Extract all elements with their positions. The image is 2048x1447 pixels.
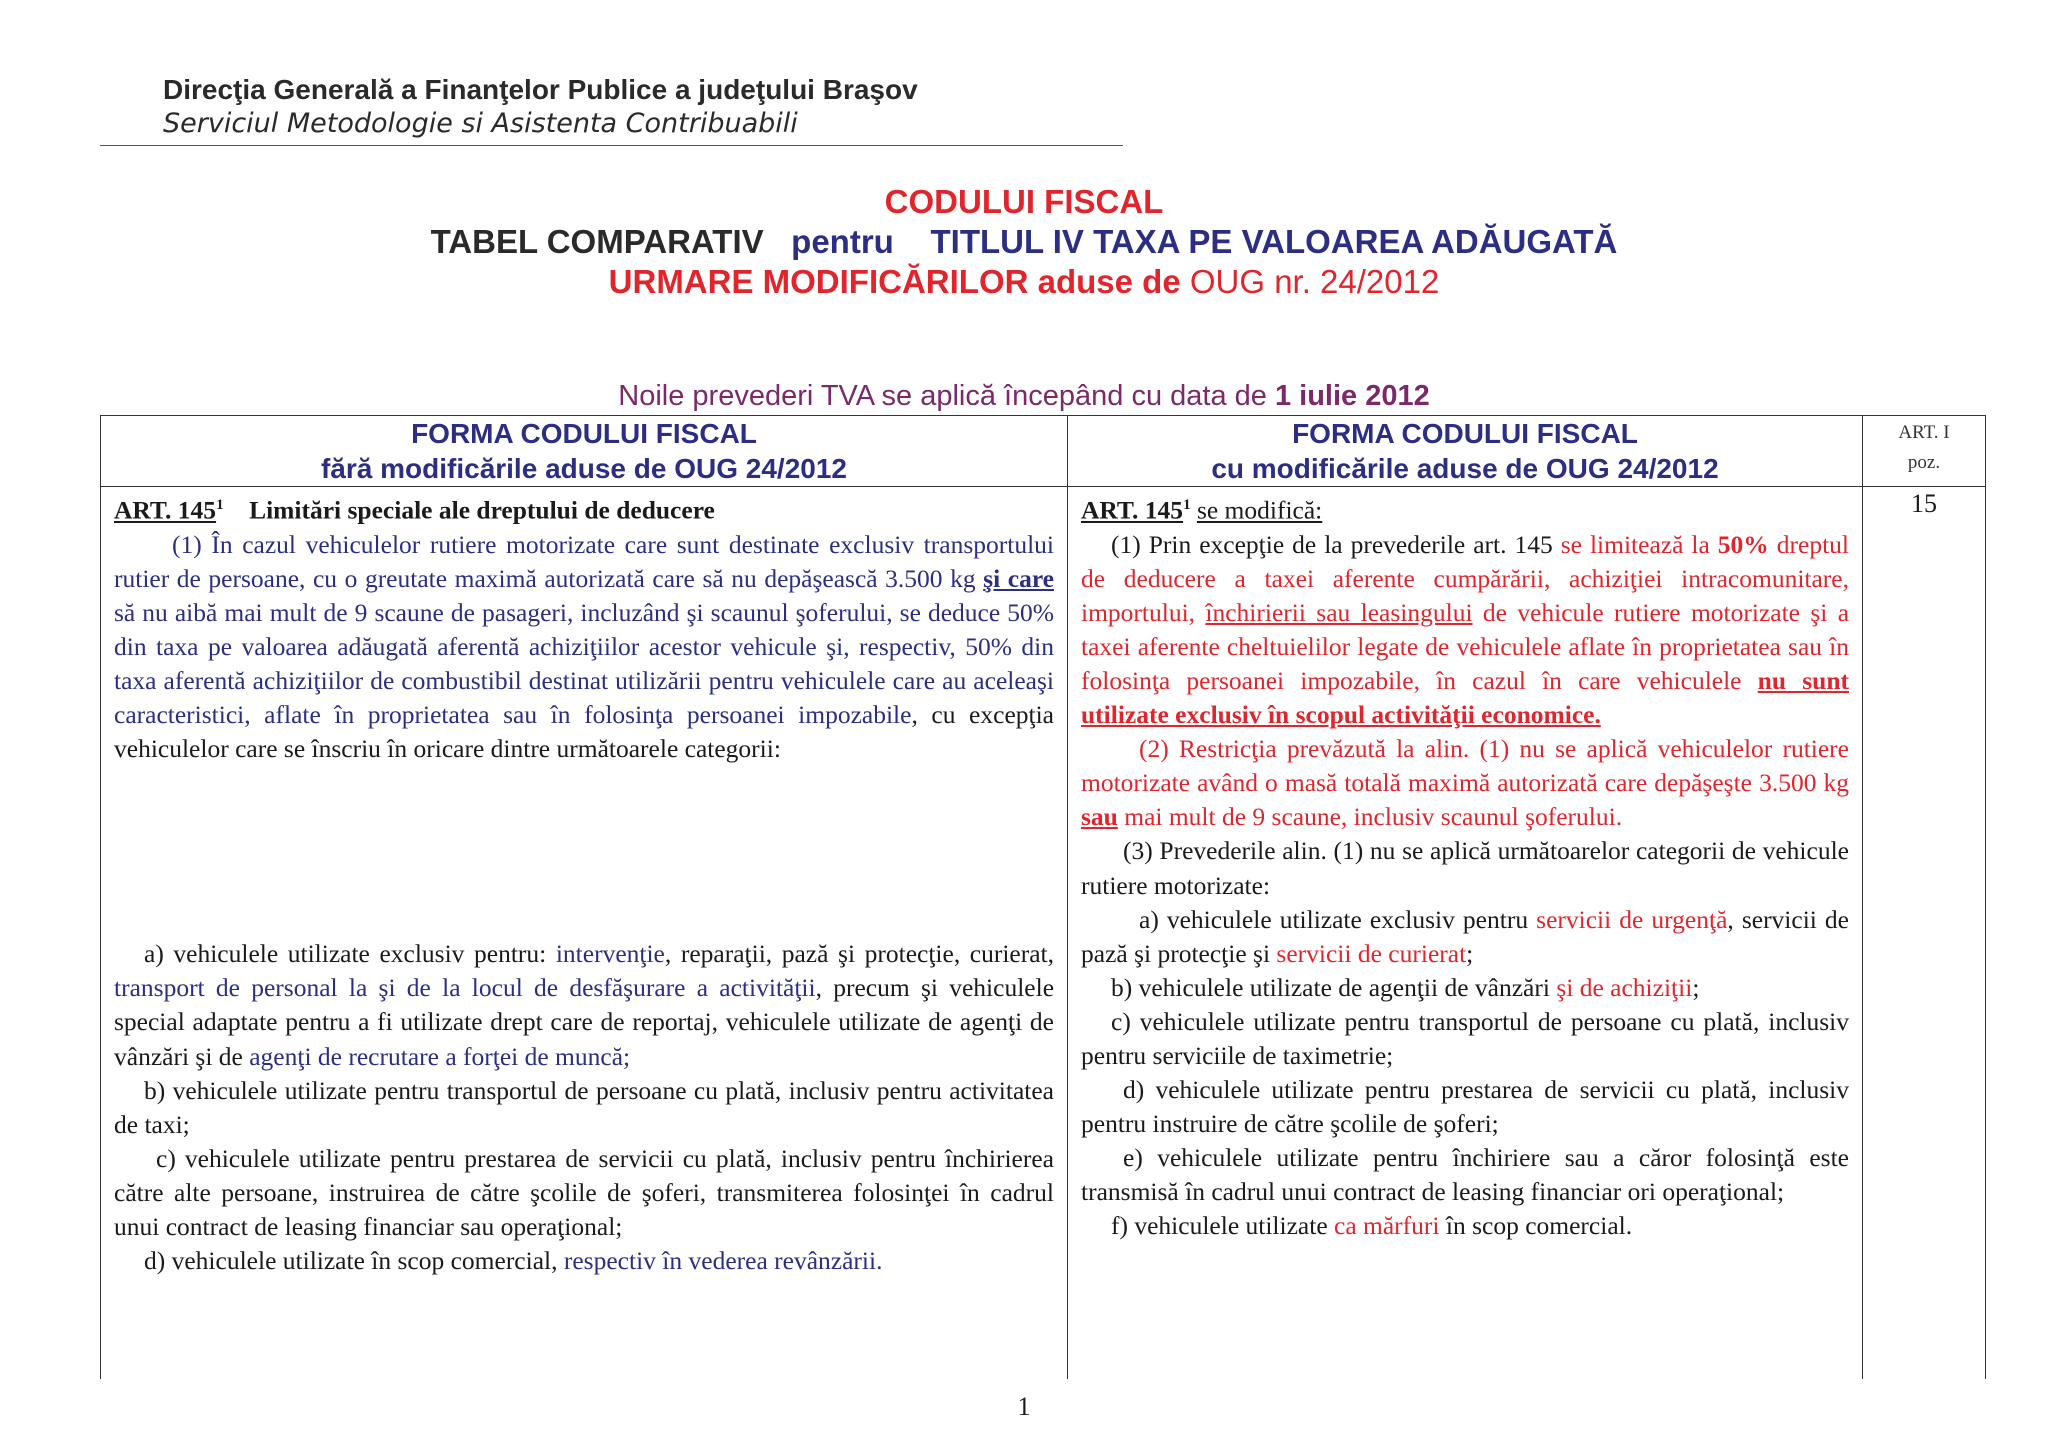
old-a-1: a) vehiculele utilizate exclusiv pentru: xyxy=(144,939,547,969)
col-new-header-line2: cu modificările aduse de OUG 24/2012 xyxy=(1211,453,1719,484)
effective-date-note xyxy=(0,380,2048,413)
old-p1-d: , cu excepţia vehiculelor care se înscriu în oricare dintre următoarele categorii: xyxy=(114,700,1054,764)
title-ordinance: OUG nr. 24/2012 xyxy=(1189,263,1440,300)
table-header-row xyxy=(101,416,1986,487)
col-old-header-line2: fără modificările aduse de OUG 24/2012 xyxy=(320,453,847,484)
old-spacer xyxy=(114,766,1054,937)
department-name: Serviciul Metodologie si Asistenta Contribuabili xyxy=(163,108,798,139)
old-art-title-text: Limitări speciale ale dreptului de deducere xyxy=(249,495,715,525)
old-item-d xyxy=(114,1244,1054,1278)
old-article-title xyxy=(114,488,1054,528)
old-p1-c: să nu aibă mai mult de 9 scaune de pasageri, incluzând şi scaunul şoferului, se deduce 50% din taxa pe valoarea adăugată aferentă achiziţiilor acestor vehicule şi, respectiv, 50% din taxa aferentă achiziţiilor de combustibil destinat utilizării pentru vehiculele care au aceleaşi caracteristici, aflate în proprietatea sau în folosinţa persoanei impozabile xyxy=(114,597,1054,730)
new-f-3: în scop comercial. xyxy=(1445,1211,1633,1241)
new-p2-a: (2) Restricţia prevăzută la alin. (1) nu se aplică vehiculelor rutiere motorizate având o masă totală maximă autorizată care depăşeşte 3.500 kg xyxy=(1081,734,1849,798)
col-art-header-line1: ART. I xyxy=(1898,422,1950,443)
old-para-1 xyxy=(114,528,1054,767)
col-new-header-line1: FORMA CODULUI FISCAL xyxy=(1292,418,1638,449)
new-art-sup: 1 xyxy=(1183,497,1191,513)
col-old-header xyxy=(101,416,1068,487)
col-new-header xyxy=(1068,416,1863,487)
old-item-b: b) vehiculele utilizate pentru transportul de persoane cu plată, inclusiv pentru activitatea de taxi; xyxy=(114,1075,1054,1139)
old-a-3: , reparaţii, pază şi protecţie, curierat, xyxy=(664,939,1055,969)
new-b-1: b) vehiculele utilizate de agenţii de vânzări xyxy=(1111,972,1550,1002)
new-item-d: d) vehiculele utilizate pentru prestarea de servicii cu plată, inclusiv pentru instruire de către şcolile de şoferi; xyxy=(1081,1075,1849,1139)
old-a-6: agenţi de recrutare a forţei de muncă xyxy=(249,1041,624,1071)
title-for: pentru xyxy=(791,223,894,260)
new-item-f xyxy=(1081,1209,1849,1243)
new-article-title xyxy=(1081,488,1849,528)
new-b-2: şi de achiziţii xyxy=(1556,972,1693,1002)
old-item-c: c) vehiculele utilizate pentru prestarea de servicii cu plată, inclusiv pentru închirierea către alte persoane, instruirea de către şcolile de şoferi, transmiterea folosinţei în cadrul unui contract de leasing financiar sau operaţional; xyxy=(114,1143,1054,1241)
new-p1-e: închirierii sau leasingului xyxy=(1205,597,1473,627)
col-old-header-line1: FORMA CODULUI FISCAL xyxy=(411,418,757,449)
old-art-sup: 1 xyxy=(216,497,224,513)
title-vat: TITLUL IV TAXA PE VALOAREA ADĂUGATĂ xyxy=(930,223,1618,260)
old-art-number: ART. 145 xyxy=(114,495,217,525)
old-a-4: transport de personal la şi de la locul de desfăşurare a activităţii xyxy=(114,973,816,1003)
new-item-b xyxy=(1081,971,1849,1005)
new-p2-c: mai mult de 9 scaune, inclusiv scaunul şoferului. xyxy=(1124,802,1623,832)
new-p1-c: 50% xyxy=(1717,529,1769,559)
title-amendments: URMARE MODIFICĂRILOR aduse de xyxy=(608,263,1181,300)
comparison-table xyxy=(100,415,1986,1379)
note-date: 1 iulie 2012 xyxy=(1274,380,1430,412)
table-row xyxy=(101,487,1986,1380)
old-a-7: ; xyxy=(623,1041,631,1071)
institution-name: Direcţia Generală a Finanţelor Publice a judeţului Braşov xyxy=(163,74,918,105)
new-b-3: ; xyxy=(1692,972,1700,1002)
new-item-a xyxy=(1081,903,1849,971)
page-number: 1 xyxy=(1017,1392,1031,1421)
new-f-2: ca mărfuri xyxy=(1334,1211,1440,1241)
new-para-3: (3) Prevederile alin. (1) nu se aplică următoarelor categorii de vehicule rutiere motorizate: xyxy=(1081,836,1849,900)
new-text-cell xyxy=(1068,487,1863,1380)
title-line-2 xyxy=(0,223,2048,261)
new-art-title-text: se modifică: xyxy=(1196,495,1323,525)
col-art-header-line2: poz. xyxy=(1907,452,1941,473)
note-text: Noile prevederi TVA se aplică începând cu data de xyxy=(618,380,1267,412)
header-divider xyxy=(100,145,1123,146)
old-a-5: , precum şi vehiculele special adaptate pentru a fi utilizate drept care de reportaj, vehiculele utilizate de agenţi de vânzări şi de xyxy=(114,973,1055,1071)
new-p1-f: de vehicule rutiere motorizate şi a taxei aferente cheltuielilor legate de vehiculele aflate în proprietatea sau în folosinţa persoanei impozabile, în cazul în care vehiculele xyxy=(1081,597,1850,695)
art-position-cell xyxy=(1863,487,1986,1380)
new-item-c: c) vehiculele utilizate pentru transportul de persoane cu plată, inclusiv pentru serviciile de taximetrie; xyxy=(1081,1006,1849,1070)
new-a-4: servicii de curierat xyxy=(1276,938,1467,968)
new-art-number: ART. 145 xyxy=(1081,495,1184,525)
new-para-2 xyxy=(1081,732,1849,834)
title-line-3 xyxy=(0,263,2048,301)
new-p1-a: (1) Prin excepţie de la prevederile art. 145 xyxy=(1111,529,1553,559)
new-f-1: f) vehiculele utilizate xyxy=(1111,1211,1328,1241)
new-a-5: ; xyxy=(1466,938,1474,968)
art-position-number: 15 xyxy=(1911,489,1937,518)
new-a-2: servicii de urgenţă xyxy=(1536,904,1728,934)
new-p1-b: se limitează la xyxy=(1560,529,1710,559)
old-d-1: d) vehiculele utilizate în scop comercial, xyxy=(144,1246,558,1276)
title-line-1: CODULUI FISCAL xyxy=(884,183,1164,220)
new-para-1 xyxy=(1081,528,1849,733)
old-text-cell xyxy=(101,487,1068,1380)
new-p1-g: nu sunt utilizate exclusiv în scopul activităţii economice. xyxy=(1081,665,1849,730)
title-comparative: TABEL COMPARATIV xyxy=(430,223,764,260)
old-item-a xyxy=(114,937,1054,1073)
old-a-2: intervenţie xyxy=(555,939,665,969)
new-a-1: a) vehiculele utilizate exclusiv pentru xyxy=(1139,904,1529,934)
old-p1-b: şi care xyxy=(983,563,1054,593)
new-p2-b: sau xyxy=(1081,802,1118,832)
old-d-2: respectiv în vederea revânzării. xyxy=(563,1246,883,1276)
new-p1-d: dreptul de deducere a taxei aferente cumpărării, achiziţiei intracomunitare, importului, xyxy=(1081,529,1849,627)
old-p1-a: (1) În cazul vehiculelor rutiere motorizate care sunt destinate exclusiv transportului rutier de persoane, cu o greutate maximă autorizată care să nu depăşească 3.500 kg xyxy=(114,529,1054,593)
new-a-3: , servicii de pază şi protecţie şi xyxy=(1081,904,1850,968)
col-art-header xyxy=(1863,416,1986,487)
new-item-e: e) vehiculele utilizate pentru închiriere sau a căror folosinţă este transmisă în cadrul unui contract de leasing financiar ori operaţional; xyxy=(1081,1143,1849,1207)
